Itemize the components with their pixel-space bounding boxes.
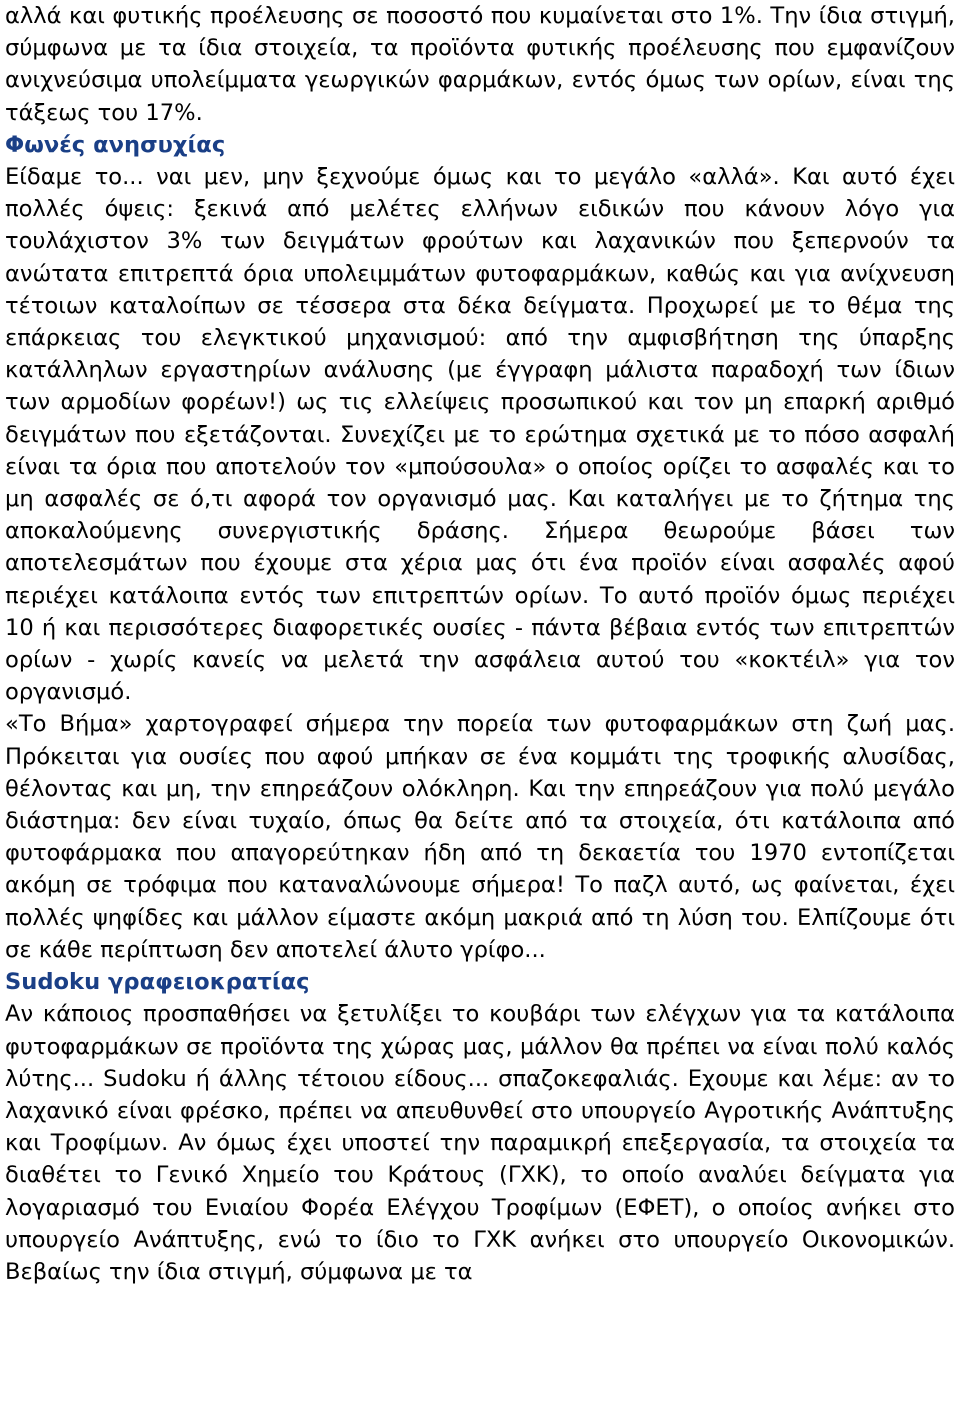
paragraph-4: Αν κάποιος προσπαθήσει να ξετυλίξει το κουβάρι των ελέγχων για τα κατάλοιπα φυτοφαρμάκων σε προϊόντα της χώρας μας, μάλλον θα πρέπει να είναι πολύ καλός λύτης... Sudoku ή άλλης τέτοιου είδους... σπαζοκεφαλιάς. Εχουμε και λέμε: αν το λαχανικό είναι φρέσκο, πρέπει να απευθυνθεί στο υπουργείο Αγροτικής Ανάπτυξης και Τροφίμων. Αν όμως έχει υποστεί την παραμικρή επεξεργασία, τα στοιχεία τα διαθέτει το Γενικό Χημείο του Κράτους (ΓΧΚ), το οποίο αναλύει δείγματα για λογαριασμό του Ενιαίου Φορέα Ελέγχου Τροφίμων (ΕΦΕΤ), ο οποίος ανήκει στο υπουργείο Ανάπτυξης, ενώ το ίδιο το ΓΧΚ ανήκει στο υπουργείο Οικονομικών. Βεβαίως την ίδια στιγμή, σύμφωνα με τα [5,1001,955,1285]
paragraph-1: αλλά και φυτικής προέλευσης σε ποσοστό που κυμαίνεται στο 1%. Την ίδια στιγμή, σύμφωνα με τα ίδια στοιχεία, τα προϊόντα φυτικής προέλευσης που εμφανίζουν ανιχνεύσιμα υπολείμματα γεωργικών φαρμάκων, εντός όμως των ορίων, είναι της τάξεως του 17%. [5,3,955,126]
paragraph-2: Είδαμε το... ναι μεν, μην ξεχνούμε όμως και το μεγάλο «αλλά». Και αυτό έχει πολλές όψεις: ξεκινά από μελέτες ελλήνων ειδικών που κάνουν λόγο για τουλάχιστον 3% των δειγμάτων φρούτων και λαχανικών που ξεπερνούν τα ανώτατα επιτρεπτά όρια υπολειμμάτων φυτοφαρμάκων, καθώς και για ανίχνευση τέτοιων καταλοίπων σε τέσσερα στα δέκα δείγματα. Προχωρεί με το θέμα της επάρκειας του ελεγκτικού μηχανισμού: από την αμφισβήτηση της ύπαρξης κατάλληλων εργαστηρίων ανάλυσης (με έγγραφη μάλιστα παραδοχή των ίδιων των αρμοδίων φορέων!) ως τις ελλείψεις προσωπικού και τον μη επαρκή αριθμό δειγμάτων που εξετάζονται. Συνεχίζει με το ερώτημα σχετικά με το πόσο ασφαλή είναι τα όρια που αποτελούν τον «μπούσουλα» ο οποίος ορίζει το ασφαλές και το μη ασφαλές σε ό,τι αφορά τον οργανισμό μας. Και καταλήγει με το ζήτημα της αποκαλούμενης συνεργιστικής δράσης. Σήμερα θεωρούμε βάσει των αποτελεσμάτων που έχουμε στα χέρια μας ότι ένα προϊόν είναι ασφαλές αφού περιέχει κατάλοιπα εντός των επιτρεπτών ορίων. Το αυτό προϊόν όμως περιέχει 10 ή και περισσότερες διαφορετικές ουσίες - πάντα βέβαια εντός των επιτρεπτών ορίων - χωρίς κανείς να μελετά την ασφάλεια αυτού του «κοκτέιλ» για τον οργανισμό. [5,164,955,706]
heading-sudoku-bureaucracy: Sudoku γραφειοκρατίας [5,969,310,996]
paragraph-3: «Το Βήμα» χαρτογραφεί σήμερα την πορεία των φυτοφαρμάκων στη ζωή μας. Πρόκειται για ουσίες που αφού μπήκαν σε ένα κομμάτι της τροφικής αλυσίδας, θέλοντας και μη, την επηρεάζουν ολόκληρη. Και την επηρεάζουν για πολύ μεγάλο διάστημα: δεν είναι τυχαίο, όπως θα δείτε από τα στοιχεία, ότι κατάλοιπα από φυτοφάρμακα που απαγορεύτηκαν ήδη από τη δεκαετία του 1970 εντοπίζεται ακόμη σε τρόφιμα που καταναλώνουμε σήμερα! Το παζλ αυτό, ως φαίνεται, έχει πολλές ψηφίδες και μάλλον είμαστε ακόμη μακριά από τη λύση του. Ελπίζουμε ότι σε κάθε περίπτωση δεν αποτελεί άλυτο γρίφο... [5,711,955,963]
heading-voices-of-concern: Φωνές ανησυχίας [5,131,226,158]
